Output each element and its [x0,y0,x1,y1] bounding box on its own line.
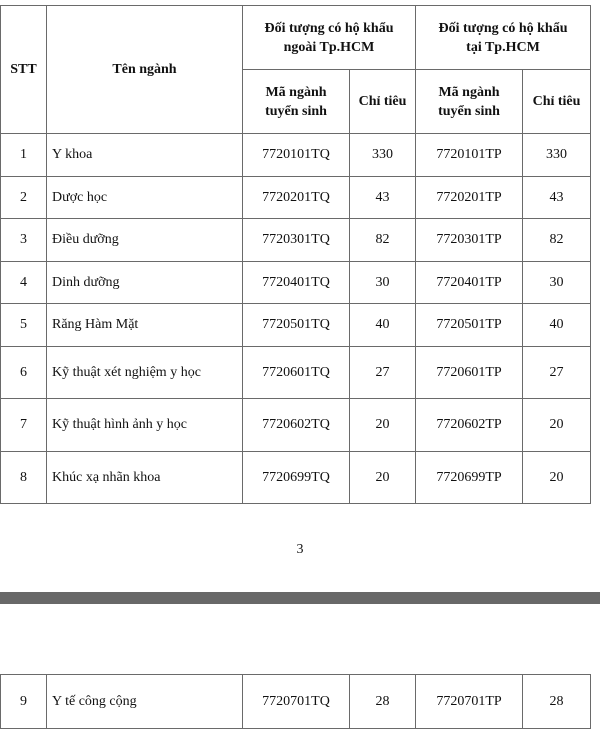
cell-code-outside: 7720601TQ [243,347,350,399]
cell-name: Kỹ thuật xét nghiệm y học [47,347,243,399]
cell-stt: 3 [1,219,47,262]
table-row [1,304,591,347]
cell-quota-inside: 28 [523,675,591,729]
cell-name: Y khoa [47,134,243,177]
table-row [1,219,591,262]
table-row [1,262,591,304]
cell-stt: 2 [1,177,47,219]
cell-quota-inside: 330 [523,134,591,177]
cell-stt: 7 [1,399,47,452]
header-ma-nganh-outside: Mã ngành tuyển sinh [243,70,350,134]
cell-quota-outside: 20 [350,399,416,452]
cell-stt: 1 [1,134,47,177]
table-row [1,347,591,399]
table-row [1,177,591,219]
cell-quota-outside: 30 [350,262,416,304]
cell-name: Dược học [47,177,243,219]
header-ma-nganh-inside: Mã ngành tuyển sinh [416,70,523,134]
cell-code-outside: 7720501TQ [243,304,350,347]
cell-quota-inside: 27 [523,347,591,399]
cell-quota-inside: 43 [523,177,591,219]
admission-table [0,5,591,504]
cell-code-inside: 7720501TP [416,304,523,347]
cell-code-outside: 7720699TQ [243,452,350,504]
cell-code-inside: 7720101TP [416,134,523,177]
table-row [1,399,591,452]
cell-quota-inside: 40 [523,304,591,347]
cell-code-inside: 7720602TP [416,399,523,452]
cell-quota-outside: 27 [350,347,416,399]
header-chi-tieu-inside: Chỉ tiêu [523,70,591,134]
cell-code-inside: 7720699TP [416,452,523,504]
cell-code-outside: 7720602TQ [243,399,350,452]
table-row [1,452,591,504]
cell-name: Răng Hàm Mặt [47,304,243,347]
cell-quota-inside: 30 [523,262,591,304]
header-group-inside-hcm: Đối tượng có hộ khẩu tại Tp.HCM [416,6,591,70]
header-chi-tieu-outside: Chỉ tiêu [350,70,416,134]
cell-stt: 8 [1,452,47,504]
cell-name: Kỹ thuật hình ảnh y học [47,399,243,452]
cell-code-outside: 7720701TQ [243,675,350,729]
cell-name: Y tế công cộng [47,675,243,729]
header-ten-nganh: Tên ngành [47,6,243,134]
cell-quota-inside: 82 [523,219,591,262]
admission-table-continued [0,674,591,729]
cell-stt: 4 [1,262,47,304]
cell-code-outside: 7720101TQ [243,134,350,177]
cell-quota-outside: 40 [350,304,416,347]
cell-stt: 9 [1,675,47,729]
cell-code-outside: 7720201TQ [243,177,350,219]
cell-stt: 6 [1,347,47,399]
cell-code-inside: 7720601TP [416,347,523,399]
cell-quota-outside: 330 [350,134,416,177]
cell-code-inside: 7720201TP [416,177,523,219]
cell-name: Dinh dưỡng [47,262,243,304]
cell-quota-outside: 82 [350,219,416,262]
cell-quota-inside: 20 [523,452,591,504]
page-number: 3 [296,542,304,557]
cell-quota-outside: 28 [350,675,416,729]
table-row [1,675,591,729]
cell-code-inside: 7720301TP [416,219,523,262]
cell-stt: 5 [1,304,47,347]
cell-name: Điều dưỡng [47,219,243,262]
cell-code-inside: 7720401TP [416,262,523,304]
header-group-outside-hcm: Đối tượng có hộ khẩu ngoài Tp.HCM [243,6,416,70]
cell-quota-outside: 43 [350,177,416,219]
cell-code-inside: 7720701TP [416,675,523,729]
cell-quota-inside: 20 [523,399,591,452]
page-separator [0,592,600,604]
cell-quota-outside: 20 [350,452,416,504]
table-row [1,134,591,177]
cell-name: Khúc xạ nhãn khoa [47,452,243,504]
cell-code-outside: 7720401TQ [243,262,350,304]
header-stt: STT [1,6,47,134]
cell-code-outside: 7720301TQ [243,219,350,262]
